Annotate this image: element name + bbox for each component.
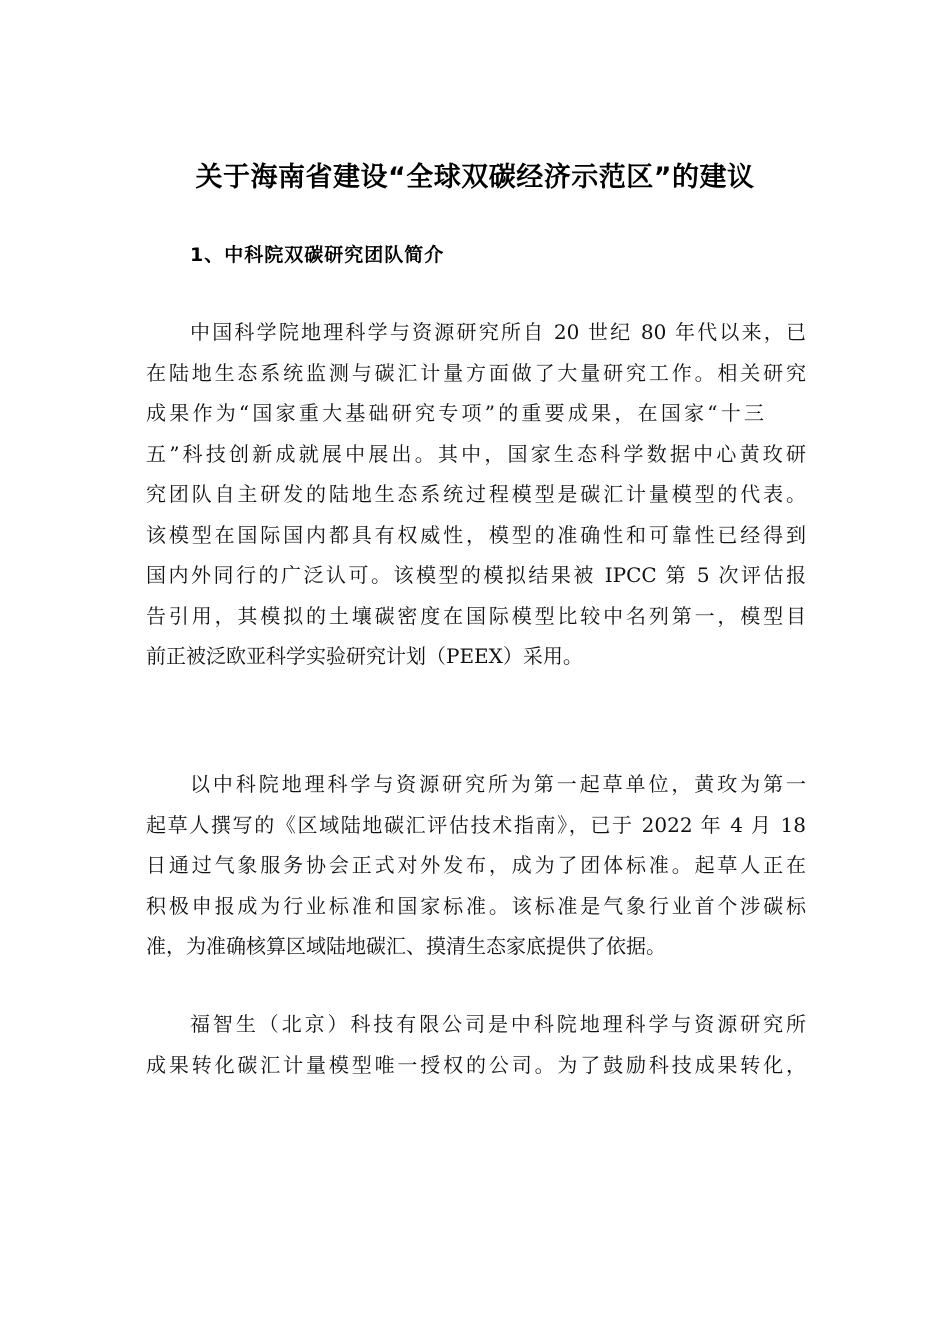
paragraph-line: 国内外同行的广泛认可。该模型的模拟结果被 IPCC 第 5 次评估报 bbox=[146, 563, 806, 587]
paragraph-line: 积极申报成为行业标准和国家标准。该标准是气象行业首个涉碳标 bbox=[146, 893, 806, 918]
paragraph-line: 成果作为“国家重大基础研究专项”的重要成果，在国家“十三 bbox=[146, 401, 764, 425]
paragraph-line: 中国科学院地理科学与资源研究所自 20 世纪 80 年代以来，已 bbox=[190, 320, 806, 344]
paragraph-line: 福智生（北京）科技有限公司是中科院地理科学与资源研究所 bbox=[190, 1012, 806, 1036]
paragraph-company bbox=[146, 1004, 806, 1085]
paragraph-line: 五”科技创新成就展中展出。其中，国家生态科学数据中心黄玫研 bbox=[146, 441, 806, 466]
paragraph-line: 该模型在国际国内都具有权威性，模型的准确性和可靠性已经得到 bbox=[146, 522, 806, 547]
paragraph-line: 起草人撰写的《区域陆地碳汇评估技术指南》，已于 2022 年 4 月 18 bbox=[146, 812, 806, 837]
paragraph-line: 告引用，其模拟的土壤碳密度在国际模型比较中名列第一，模型目 bbox=[146, 603, 806, 628]
document-title: 关于海南省建设“全球双碳经济示范区”的建议 bbox=[195, 162, 755, 193]
paragraph-line: 准，为准确核算区域陆地碳汇、摸清生态家底提供了依据。 bbox=[146, 934, 666, 958]
paragraph-line: 在陆地生态系统监测与碳汇计量方面做了大量研究工作。相关研究 bbox=[146, 360, 806, 385]
paragraph-line: 成果转化碳汇计量模型唯一授权的公司。为了鼓励科技成果转化， bbox=[146, 1052, 806, 1077]
paragraph-line: 究团队自主研发的陆地生态系统过程模型是碳汇计量模型的代表。 bbox=[146, 482, 806, 506]
paragraph-line: 日通过气象服务协会正式对外发布，成为了团体标准。起草人正在 bbox=[146, 853, 806, 877]
paragraph-line: 前正被泛欧亚科学实验研究计划（PEEX）采用。 bbox=[146, 644, 583, 668]
paragraph-line: 以中科院地理科学与资源研究所为第一起草单位，黄玫为第一 bbox=[190, 772, 806, 796]
section-heading: 1、中科院双碳研究团队简介 bbox=[190, 244, 445, 266]
paragraph-standard bbox=[146, 764, 806, 967]
paragraph-team-intro bbox=[146, 312, 806, 677]
